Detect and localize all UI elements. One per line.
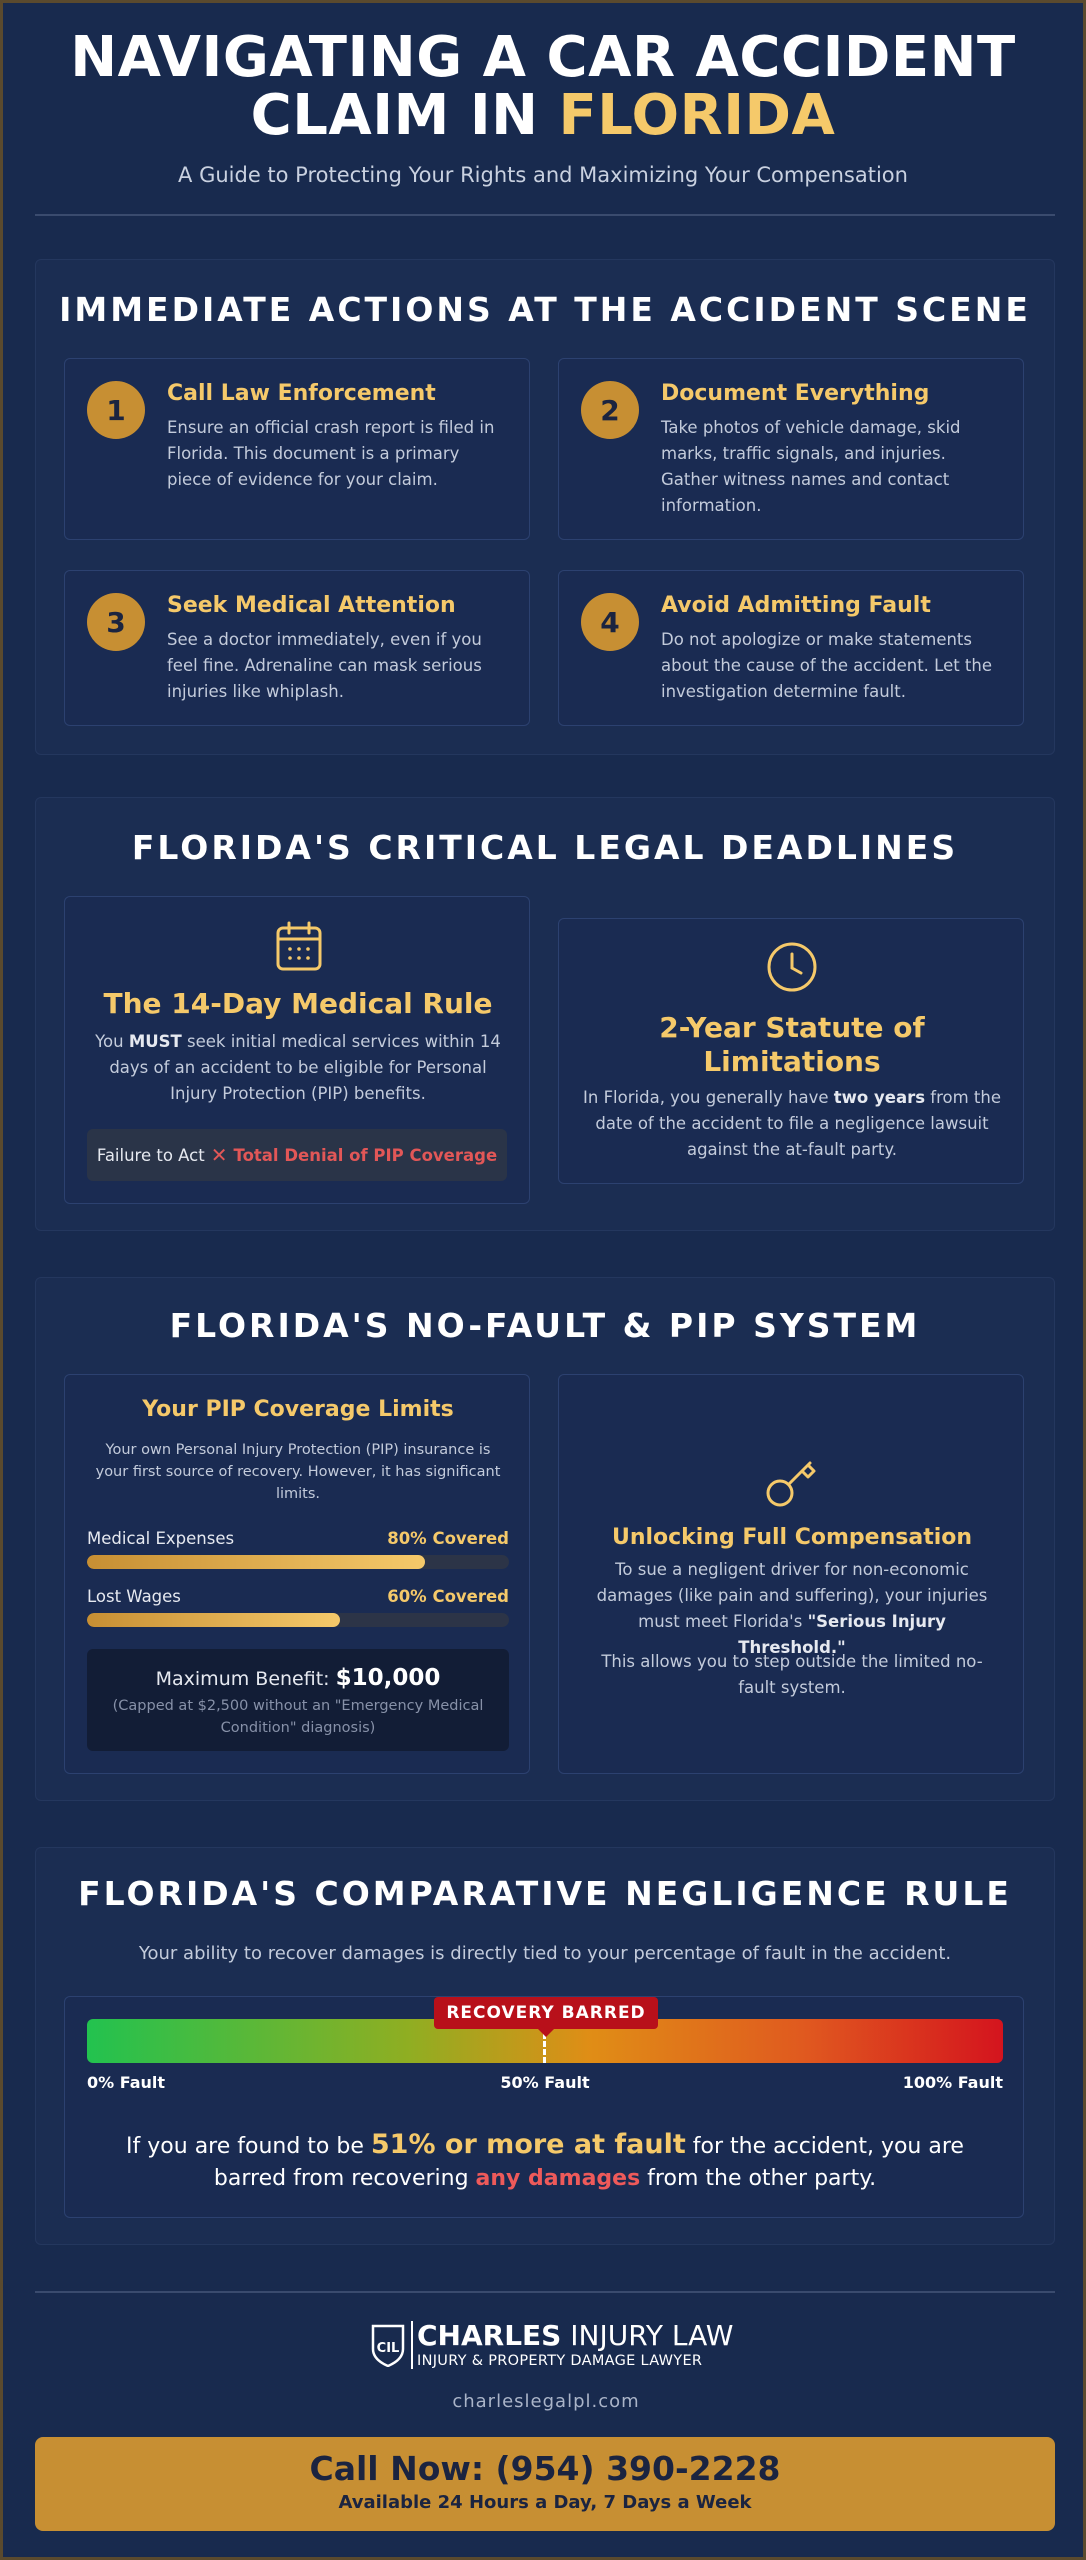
max-benefit-label: Maximum Benefit:: [155, 1668, 336, 1690]
text-emphasis: "Serious Injury Threshold.": [738, 1612, 946, 1657]
logo-divider: [411, 2321, 413, 2369]
step-text: Take photos of vehicle damage, skid marks, traffic signals, and injuries. Gather witness names and contact information.: [661, 418, 961, 515]
barred-pointer: [538, 2029, 554, 2037]
logo-letters: CIL: [376, 2341, 400, 2356]
coverage-bar-fill: [87, 1613, 340, 1627]
brand-tagline: INJURY & PROPERTY DAMAGE LAWYER: [417, 2353, 703, 2369]
shield-logo-icon: [371, 2323, 405, 2367]
failure-result: Total Denial of PIP Coverage: [233, 1145, 498, 1165]
unlock-card: [558, 1374, 1024, 1774]
bar-label: Medical Expenses: [87, 1529, 235, 1548]
statute-text: [583, 1085, 1001, 1163]
title-line-2: [3, 83, 1083, 148]
immediate-actions-section: [35, 259, 1055, 755]
calendar-icon: [276, 921, 322, 971]
text-part: You: [95, 1032, 129, 1051]
tick-label: 50% Fault: [500, 2073, 590, 2092]
step-number: 4: [581, 593, 639, 651]
title-line-1: NAVIGATING A CAR ACCIDENT: [70, 25, 1016, 90]
page-title: [3, 25, 1083, 148]
text-part: for the accident, you are barred from recovering: [213, 2134, 964, 2191]
pip-limits-card: [64, 1374, 530, 1774]
unlock-title: Unlocking Full Compensation: [611, 1525, 973, 1550]
section-title: IMMEDIATE ACTIONS AT THE ACCIDENT SCENE: [59, 290, 1031, 329]
failure-box: [87, 1129, 507, 1181]
pip-limits-text: Your own Personal Injury Protection (PIP) insurance is your first source of recovery. However, it has significant limits.: [95, 1442, 501, 1502]
max-benefit: [87, 1665, 509, 1691]
tick-label: 0% Fault: [87, 2073, 166, 2092]
step-card: [558, 358, 1024, 540]
negligence-rule-text: [87, 2129, 1003, 2195]
section-title: FLORIDA'S COMPARATIVE NEGLIGENCE RULE: [78, 1874, 1012, 1913]
text-part: In Florida, you generally have: [583, 1088, 834, 1107]
unlock-text: [583, 1557, 1001, 1661]
medical-rule-card: [64, 896, 530, 1204]
coverage-bar: [87, 1613, 509, 1627]
website-link[interactable]: charleslegalpl.com: [452, 2391, 640, 2412]
statute-title: [559, 1011, 1025, 1079]
coverage-bar-fill: [87, 1555, 425, 1569]
call-now-text: Call Now: (954) 390-2228: [309, 2449, 781, 2488]
step-title: Call Law Enforcement: [167, 381, 436, 406]
footer-logo: [371, 2319, 734, 2371]
title-prefix: CLAIM IN: [250, 83, 559, 148]
tick-label: 100% Fault: [902, 2073, 1003, 2092]
medical-rule-title: The 14-Day Medical Rule: [103, 987, 493, 1020]
text-part: To sue a negligent driver for non-economic damages (like pain and suffering), your injuries must meet Florida's: [596, 1560, 988, 1631]
step-title: Document Everything: [661, 381, 930, 406]
call-now-button[interactable]: [35, 2437, 1055, 2531]
max-benefit-note: (Capped at $2,500 without an "Emergency Medical Condition" diagnosis): [112, 1698, 484, 1736]
text-emphasis: two years: [833, 1088, 926, 1107]
statute-card: [558, 918, 1024, 1184]
footer-divider: [35, 2291, 1055, 2293]
unlock-text-2: This allows you to step outside the limited no-fault system.: [601, 1652, 983, 1697]
negligence-section: [35, 1847, 1055, 2245]
bar-value: 80% Covered: [387, 1529, 509, 1548]
step-text: Do not apologize or make statements about the cause of the accident. Let the investigation determine fault.: [661, 630, 993, 701]
text-highlight: 51% or more at fault: [370, 2129, 686, 2160]
coverage-bar: [87, 1555, 509, 1569]
clock-icon: [766, 941, 818, 993]
step-number: 3: [87, 593, 145, 651]
key-icon: [764, 1453, 820, 1509]
text-part: If you are found to be: [126, 2134, 371, 2159]
text-part: seek initial medical services within 14 days of an accident to be eligible for Personal Injury Protection (PIP) benefits.: [109, 1032, 501, 1103]
negligence-scale-card: [64, 1996, 1024, 2218]
brand-bold: CHARLES: [417, 2319, 562, 2352]
title-accent: FLORIDA: [558, 83, 836, 148]
step-card: [64, 570, 530, 726]
step-title: Avoid Admitting Fault: [661, 593, 931, 618]
brand-light: INJURY LAW: [561, 2319, 734, 2352]
header-divider: [35, 214, 1055, 216]
text-part: from the other party.: [640, 2166, 877, 2191]
pip-section: [35, 1277, 1055, 1801]
deadlines-section: [35, 797, 1055, 1231]
step-title: Seek Medical Attention: [167, 593, 456, 618]
bar-label: Lost Wages: [87, 1587, 181, 1606]
statute-title-line: 2-Year Statute of: [659, 1011, 925, 1044]
availability-text: Available 24 Hours a Day, 7 Days a Week: [338, 2492, 752, 2513]
section-title: FLORIDA'S CRITICAL LEGAL DEADLINES: [131, 828, 959, 867]
max-benefit-box: [87, 1649, 509, 1751]
recovery-barred-label: RECOVERY BARRED: [434, 1997, 658, 2029]
section-title: FLORIDA'S NO-FAULT & PIP SYSTEM: [169, 1306, 921, 1345]
statute-title-line: Limitations: [703, 1045, 881, 1078]
step-text: See a doctor immediately, even if you feel fine. Adrenaline can mask serious injuries like whiplash.: [167, 630, 482, 701]
max-benefit-value: $10,000: [335, 1665, 441, 1691]
step-card: [558, 570, 1024, 726]
page-subtitle: A Guide to Protecting Your Rights and Maximizing Your Compensation: [178, 163, 908, 187]
step-number: 1: [87, 381, 145, 439]
header: [3, 3, 1083, 187]
medical-rule-text: [93, 1029, 503, 1107]
failure-label: Failure to Act: [96, 1145, 205, 1165]
cross-icon: ✕: [210, 1143, 228, 1167]
text-emphasis: MUST: [128, 1032, 182, 1051]
text-red: any damages: [475, 2166, 641, 2191]
text-part: from the date of the accident to file a negligence lawsuit against the at-fault party.: [595, 1088, 1001, 1159]
step-card: [64, 358, 530, 540]
step-text: Ensure an official crash report is filed in Florida. This document is a primary piece of evidence for your claim.: [167, 418, 495, 489]
brand-name: [417, 2319, 733, 2352]
pip-limits-title: Your PIP Coverage Limits: [142, 1397, 454, 1422]
negligence-intro: Your ability to recover damages is directly tied to your percentage of fault in the accident.: [138, 1943, 952, 1964]
step-number: 2: [581, 381, 639, 439]
bar-value: 60% Covered: [387, 1587, 509, 1606]
